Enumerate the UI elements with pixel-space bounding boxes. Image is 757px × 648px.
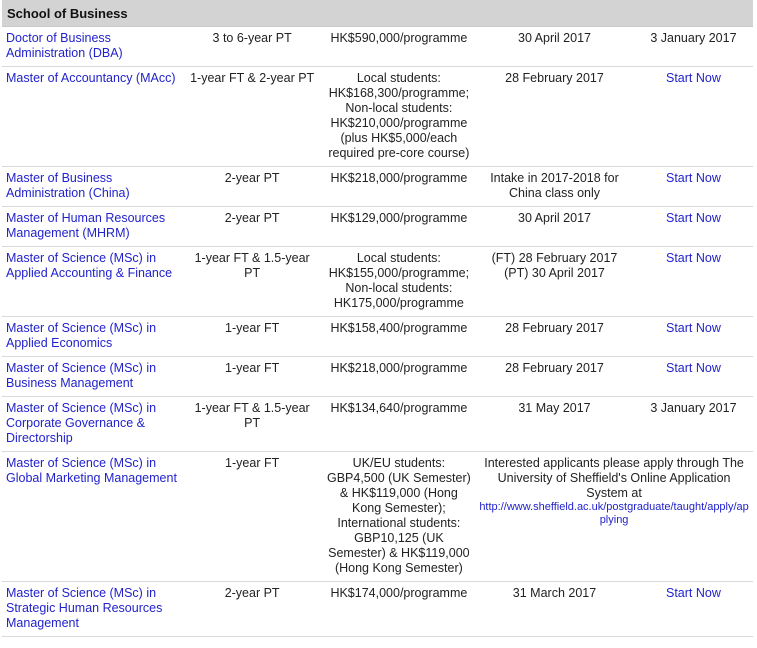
tuition-fee-cell: HK$134,640/programme (323, 397, 475, 452)
deadline-cell: 30 April 2017 (475, 207, 634, 247)
start-now-link[interactable]: Start Now (665, 361, 721, 375)
tuition-fee-cell: HK$129,000/programme (323, 207, 475, 247)
study-mode-cell: 1-year FT (182, 452, 323, 582)
study-mode-cell: 1-year FT & 1.5-year PT (182, 397, 323, 452)
start-date-cell: 3 January 2017 (634, 27, 753, 67)
section-header-row (2, 0, 753, 27)
study-mode-cell: 1-year FT (182, 357, 323, 397)
application-note-cell (475, 452, 753, 582)
study-mode-cell: 2-year PT (182, 582, 323, 637)
start-cell (634, 67, 753, 167)
programme-link[interactable]: Master of Science (MSc) in Business Management (6, 361, 157, 390)
table-row (2, 452, 753, 582)
tuition-fee-cell: Local students: HK$168,300/programme; Non-local students: HK$210,000/programme (plus HK$5,000/each required pre-core course) (323, 67, 475, 167)
deadline-cell: 28 February 2017 (475, 317, 634, 357)
programme-cell (2, 67, 182, 167)
start-now-link[interactable]: Start Now (665, 586, 721, 600)
start-date-cell: 3 January 2017 (634, 397, 753, 452)
programme-link[interactable]: Master of Science (MSc) in Applied Accounting & Finance (6, 251, 173, 280)
start-cell (634, 247, 753, 317)
sheffield-application-link[interactable]: http://www.sheffield.ac.uk/postgraduate/taught/apply/applying (479, 501, 749, 526)
table-row (2, 167, 753, 207)
programme-link[interactable]: Master of Science (MSc) in Strategic Human Resources Management (6, 586, 163, 630)
programme-cell (2, 247, 182, 317)
start-now-link[interactable]: Start Now (665, 251, 721, 265)
start-cell (634, 582, 753, 637)
deadline-cell: Intake in 2017-2018 for China class only (475, 167, 634, 207)
deadline-cell: 28 February 2017 (475, 67, 634, 167)
tuition-fee-cell: HK$158,400/programme (323, 317, 475, 357)
tuition-fee-cell: UK/EU students: GBP4,500 (UK Semester) & HK$119,000 (Hong Kong Semester); International students: GBP10,125 (UK Semester) & HK$119,000 (Hong Kong Semester) (323, 452, 475, 582)
start-cell (634, 207, 753, 247)
table-row (2, 207, 753, 247)
section-title: School of Business (2, 0, 753, 27)
start-now-link[interactable]: Start Now (665, 321, 721, 335)
table-row (2, 317, 753, 357)
programme-cell (2, 27, 182, 67)
programme-cell (2, 167, 182, 207)
programme-cell (2, 317, 182, 357)
programme-cell (2, 452, 182, 582)
programme-cell (2, 207, 182, 247)
programme-link[interactable]: Master of Science (MSc) in Applied Economics (6, 321, 157, 350)
start-now-link[interactable]: Start Now (665, 171, 721, 185)
deadline-cell: 31 May 2017 (475, 397, 634, 452)
study-mode-cell: 3 to 6-year PT (182, 27, 323, 67)
programme-link[interactable]: Master of Accountancy (MAcc) (6, 71, 176, 85)
start-cell (634, 317, 753, 357)
programme-cell (2, 357, 182, 397)
table-row (2, 247, 753, 317)
programme-link[interactable]: Doctor of Business Administration (DBA) (6, 31, 123, 60)
study-mode-cell: 2-year PT (182, 207, 323, 247)
table-row (2, 582, 753, 637)
deadline-cell: 31 March 2017 (475, 582, 634, 637)
tuition-fee-cell: HK$174,000/programme (323, 582, 475, 637)
programme-link[interactable]: Master of Science (MSc) in Global Marketing Management (6, 456, 177, 485)
deadline-cell: 28 February 2017 (475, 357, 634, 397)
deadline-cell: (FT) 28 February 2017 (PT) 30 April 2017 (475, 247, 634, 317)
table-row (2, 357, 753, 397)
tuition-fee-cell: Local students: HK$155,000/programme; Non-local students: HK175,000/programme (323, 247, 475, 317)
study-mode-cell: 1-year FT & 2-year PT (182, 67, 323, 167)
application-note: Interested applicants please apply through The University of Sheffield's Online Application System at (484, 456, 744, 500)
tuition-fee-cell: HK$218,000/programme (323, 357, 475, 397)
programme-link[interactable]: Master of Science (MSc) in Corporate Governance & Directorship (6, 401, 157, 445)
tuition-fee-cell: HK$590,000/programme (323, 27, 475, 67)
tuition-fee-cell: HK$218,000/programme (323, 167, 475, 207)
study-mode-cell: 2-year PT (182, 167, 323, 207)
study-mode-cell: 1-year FT (182, 317, 323, 357)
deadline-cell: 30 April 2017 (475, 27, 634, 67)
programme-table (2, 0, 753, 637)
programme-link[interactable]: Master of Business Administration (China) (6, 171, 130, 200)
start-cell (634, 357, 753, 397)
programme-cell (2, 397, 182, 452)
table-row (2, 397, 753, 452)
start-now-link[interactable]: Start Now (665, 211, 721, 225)
study-mode-cell: 1-year FT & 1.5-year PT (182, 247, 323, 317)
start-now-link[interactable]: Start Now (665, 71, 721, 85)
programme-link[interactable]: Master of Human Resources Management (MHRM) (6, 211, 166, 240)
programme-cell (2, 582, 182, 637)
programme-rows (2, 27, 753, 637)
table-row (2, 27, 753, 67)
table-row (2, 67, 753, 167)
start-cell (634, 167, 753, 207)
